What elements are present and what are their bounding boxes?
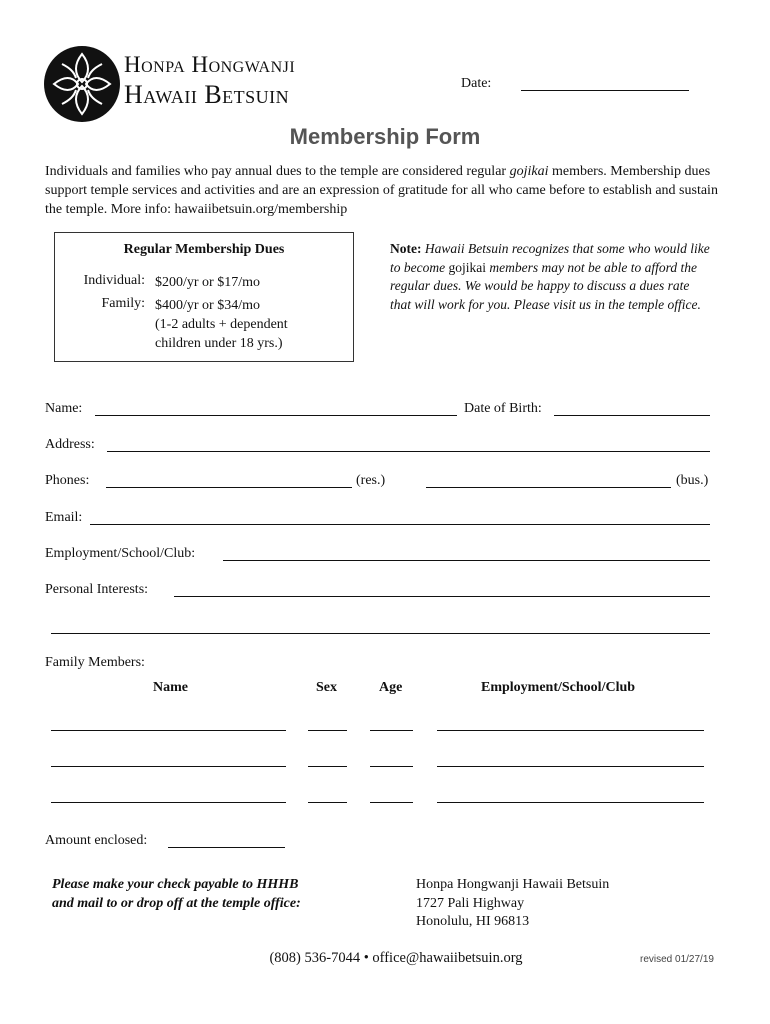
page-title: Membership Form (289, 124, 481, 149)
address-field[interactable] (107, 451, 710, 452)
family-row1-sex[interactable] (308, 730, 347, 731)
note-gojikai: gojikai (448, 259, 486, 275)
note-label: Note: (390, 241, 422, 256)
family-members-label: Family Members: (45, 655, 145, 670)
name-field[interactable] (95, 415, 457, 416)
footer-contact: (808) 536-7044 • office@hawaiibetsuin.org (269, 950, 523, 966)
employment-field[interactable] (223, 560, 710, 561)
org-name-line2: Hawaii Betsuin (124, 80, 290, 109)
family-row1-employment[interactable] (437, 730, 704, 731)
family-row1-name[interactable] (51, 730, 286, 731)
family-row3-name[interactable] (51, 802, 286, 803)
date-field[interactable] (521, 90, 689, 91)
interests-field-line2[interactable] (51, 633, 710, 634)
phone-res-field[interactable] (106, 487, 352, 488)
note-text-b: members may not be able to afford the regular dues. We would be happy to discuss a dues rate that will work for you. Please visit us in the temple office. (390, 259, 701, 312)
mail-address-line3: Honolulu, HI 96813 (416, 914, 530, 929)
name-label: Name: (45, 401, 83, 416)
individual-value: $200/yr or $17/mo (155, 275, 260, 290)
intro-gojikai: gojikai (509, 164, 549, 179)
note-text-a: Hawaii Betsuin recognizes that some who would like to become (390, 241, 710, 275)
family-row2-age[interactable] (370, 766, 413, 767)
dues-title: Regular Membership Dues (123, 242, 285, 257)
family-row2-name[interactable] (51, 766, 286, 767)
dob-label: Date of Birth: (464, 401, 542, 416)
family-col-age: Age (379, 680, 403, 695)
family-col-sex: Sex (316, 680, 337, 695)
intro-text-a: Individuals and families who pay annual dues to the temple are considered regular (45, 164, 510, 179)
family-row3-sex[interactable] (308, 802, 347, 803)
payment-instruction-2: and mail to or drop off at the temple office: (52, 896, 301, 911)
phones-label: Phones: (45, 473, 90, 488)
address-label: Address: (45, 437, 95, 452)
family-label: Family: (101, 296, 145, 311)
phone-res-label: (res.) (356, 473, 386, 488)
family-row2-employment[interactable] (437, 766, 704, 767)
amount-label: Amount enclosed: (45, 833, 148, 848)
family-col-name: Name (153, 680, 188, 695)
phone-bus-field[interactable] (426, 487, 671, 488)
email-field[interactable] (90, 524, 710, 525)
org-name-line1: Honpa Hongwanji (124, 52, 296, 77)
crest-icon (44, 46, 120, 122)
revised-date: revised 01/27/19 (640, 954, 714, 965)
family-row1-age[interactable] (370, 730, 413, 731)
interests-field[interactable] (174, 596, 710, 597)
intro-text-b: members. Membership dues support temple services and activities and are an expression of gratitude for all who came before to establish and sustain the temple. More info: hawaiibetsuin.org/membership (45, 164, 718, 217)
mail-address-line2: 1727 Pali Highway (416, 896, 525, 911)
employment-label: Employment/School/Club: (45, 546, 196, 561)
family-detail: (1-2 adults + dependent children under 18 yrs.) (155, 317, 288, 351)
family-value: $400/yr or $34/mo (155, 298, 260, 313)
phone-bus-label: (bus.) (676, 473, 709, 488)
mail-address-line1: Honpa Hongwanji Hawaii Betsuin (416, 877, 610, 892)
individual-label: Individual: (83, 273, 145, 288)
amount-field[interactable] (168, 847, 285, 848)
family-row3-employment[interactable] (437, 802, 704, 803)
payment-instruction-1: Please make your check payable to HHHB (52, 877, 299, 892)
email-label: Email: (45, 510, 83, 525)
date-label: Date: (461, 76, 492, 91)
dues-box (54, 232, 354, 362)
dob-field[interactable] (554, 415, 710, 416)
family-row2-sex[interactable] (308, 766, 347, 767)
family-row3-age[interactable] (370, 802, 413, 803)
interests-label: Personal Interests: (45, 582, 149, 597)
temple-logo (44, 46, 120, 122)
family-col-employment: Employment/School/Club (481, 680, 636, 695)
dues-note (390, 240, 710, 314)
intro-paragraph (45, 162, 725, 219)
